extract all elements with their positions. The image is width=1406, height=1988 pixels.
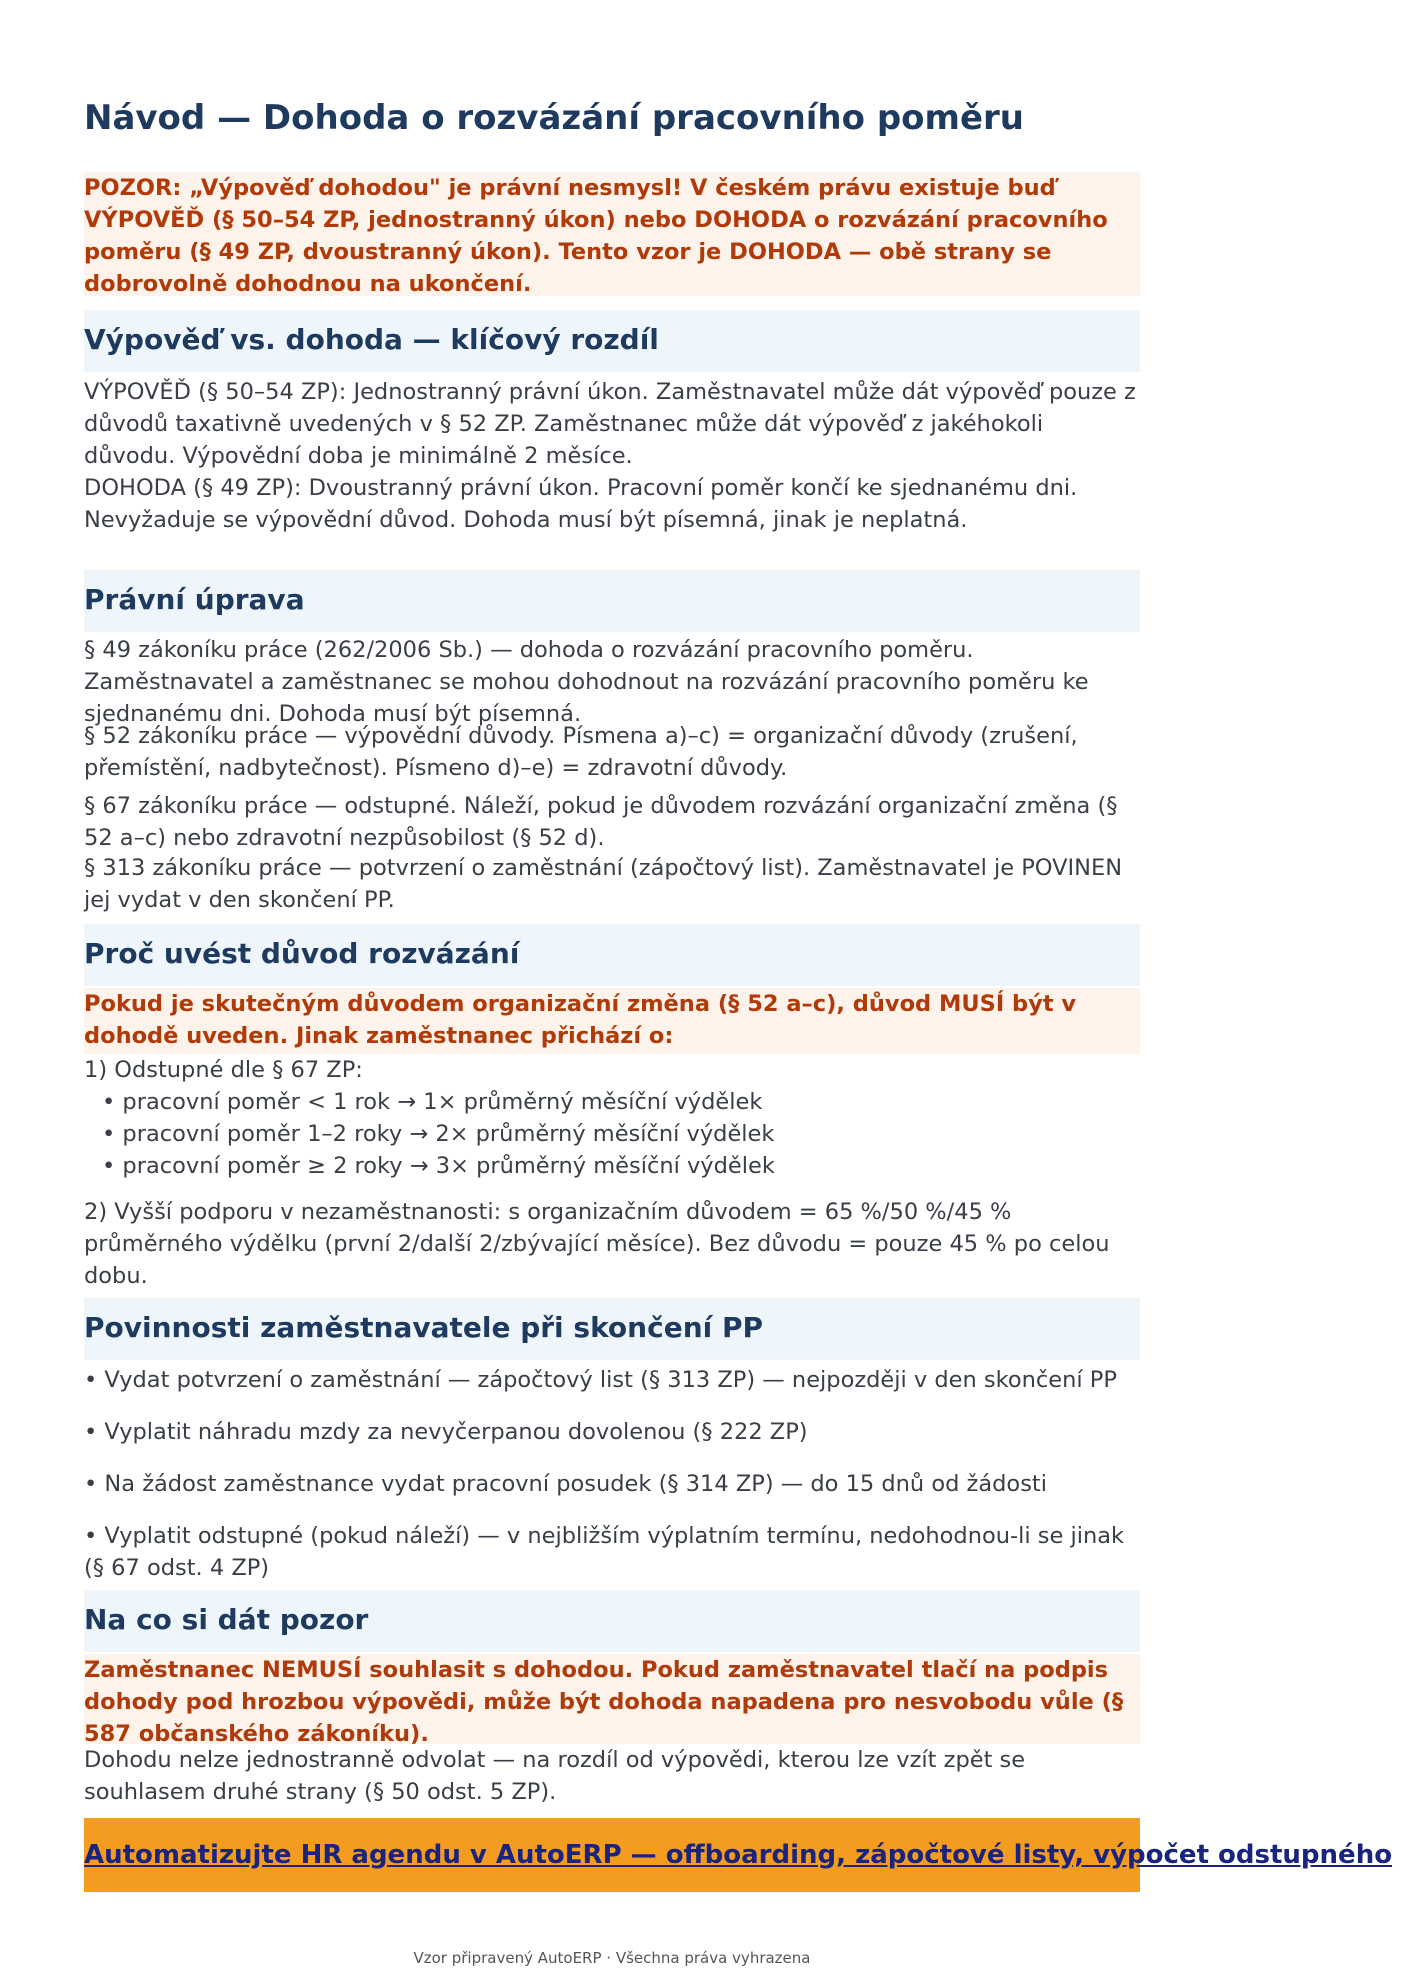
page-title: Návod — Dohoda o rozvázání pracovního poměru — [84, 98, 1024, 138]
duty-item: • Vydat potvrzení o zaměstnání — zápočtový list (§ 313 ZP) — nejpozději v den skončení PP — [84, 1367, 1117, 1393]
reason-warning: Pokud je skutečným důvodem organizační změna (§ 52 a–c), důvod MUSÍ být v dohodě uveden. Jinak zaměstnanec přichází o: — [84, 988, 1140, 1054]
section-heading-caution: Na co si dát pozor — [84, 1590, 1140, 1652]
cta-link[interactable]: Automatizujte HR agendu v AutoERP — offboarding, zápočtové listy, výpočet odstupného — [84, 1840, 1393, 1870]
difference-text: VÝPOVĚĎ (§ 50–54 ZP): Jednostranný právní úkon. Zaměstnavatel může dát výpověď pouze z důvodů taxativně uvedených v § 52 ZP. Zaměstnanec může dát výpověď z jakéhokoli důvodu. Výpovědní doba je minimálně 2 měsíce. DOHODA (§ 49 ZP): Dvoustranný právní úkon. Pracovní poměr končí ke sjednanému dni. Nevyžaduje se výpovědní důvod. Dohoda musí být písemná, jinak je neplatná. — [84, 379, 1136, 533]
warning-box: POZOR: „Výpověď dohodou" je právní nesmysl! V českém právu existuje buď VÝPOVĚĎ (§ 50–54 ZP, jednostranný úkon) nebo DOHODA o rozvázání pracovního poměru (§ 49 ZP, dvoustranný úkon). Tento vzor je DOHODA — obě strany se dobrovolně dohodnou na ukončení. — [84, 172, 1140, 296]
section-heading-difference: Výpověď vs. dohoda — klíčový rozdíl — [84, 310, 1140, 372]
reason-support: 2) Vyšší podporu v nezaměstnanosti: s organizačním důvodem = 65 %/50 %/45 % průměrného výdělku (první 2/další 2/zbývající měsíce). Bez důvodu = pouze 45 % po celou dobu. — [84, 1199, 1110, 1289]
caution-warning: Zaměstnanec NEMUSÍ souhlasit s dohodou. Pokud zaměstnavatel tlačí na podpis dohody pod hrozbou výpovědi, může být dohoda napadena pro nesvobodu vůle (§ 587 občanského zákoníku). — [84, 1654, 1140, 1744]
legal-item: § 49 zákoníku práce (262/2006 Sb.) — dohoda o rozvázání pracovního poměru. Zaměstnavatel a zaměstnanec se mohou dohodnout na rozvázání pracovního poměru ke sjednanému dni. Dohoda musí být písemná. — [84, 637, 1089, 727]
duty-item: • Vyplatit odstupné (pokud náleží) — v nejbližším výplatním termínu, nedohodnou-li se jinak (§ 67 odst. 4 ZP) — [84, 1523, 1125, 1581]
page-footer: Vzor připravený AutoERP · Všechna práva vyhrazena — [413, 1949, 811, 1967]
duty-item: • Na žádost zaměstnance vydat pracovní posudek (§ 314 ZP) — do 15 dnů od žádosti — [84, 1471, 1047, 1497]
duty-item: • Vyplatit náhradu mzdy za nevyčerpanou dovolenou (§ 222 ZP) — [84, 1419, 808, 1445]
cta-banner — [84, 1818, 1393, 1892]
reason-bullet: • pracovní poměr 1–2 roky → 2× průměrný měsíční výdělek — [102, 1121, 775, 1147]
legal-item: § 52 zákoníku práce — výpovědní důvody. Písmena a)–c) = organizační důvody (zrušení, přemístění, nadbytečnost). Písmeno d)–e) = zdravotní důvody. — [84, 723, 1078, 781]
reason-bullet: • pracovní poměr ≥ 2 roky → 3× průměrný měsíční výdělek — [102, 1153, 775, 1179]
section-heading-legal: Právní úprava — [84, 570, 1140, 632]
reason-list-intro: 1) Odstupné dle § 67 ZP: — [84, 1057, 363, 1083]
section-heading-duties: Povinnosti zaměstnavatele při skončení PP — [84, 1298, 1140, 1360]
caution-text: Dohodu nelze jednostranně odvolat — na rozdíl od výpovědi, kterou lze vzít zpět se souhlasem druhé strany (§ 50 odst. 5 ZP). — [84, 1747, 1026, 1805]
legal-item: § 67 zákoníku práce — odstupné. Náleží, pokud je důvodem rozvázání organizační změna (§ 52 a–c) nebo zdravotní nezpůsobilost (§ 52 d). — [84, 793, 1118, 851]
reason-bullet: • pracovní poměr < 1 rok → 1× průměrný měsíční výdělek — [102, 1089, 763, 1115]
legal-item: § 313 zákoníku práce — potvrzení o zaměstnání (zápočtový list). Zaměstnavatel je POVINEN jej vydat v den skončení PP. — [84, 855, 1123, 913]
section-heading-reason: Proč uvést důvod rozvázání — [84, 924, 1140, 986]
